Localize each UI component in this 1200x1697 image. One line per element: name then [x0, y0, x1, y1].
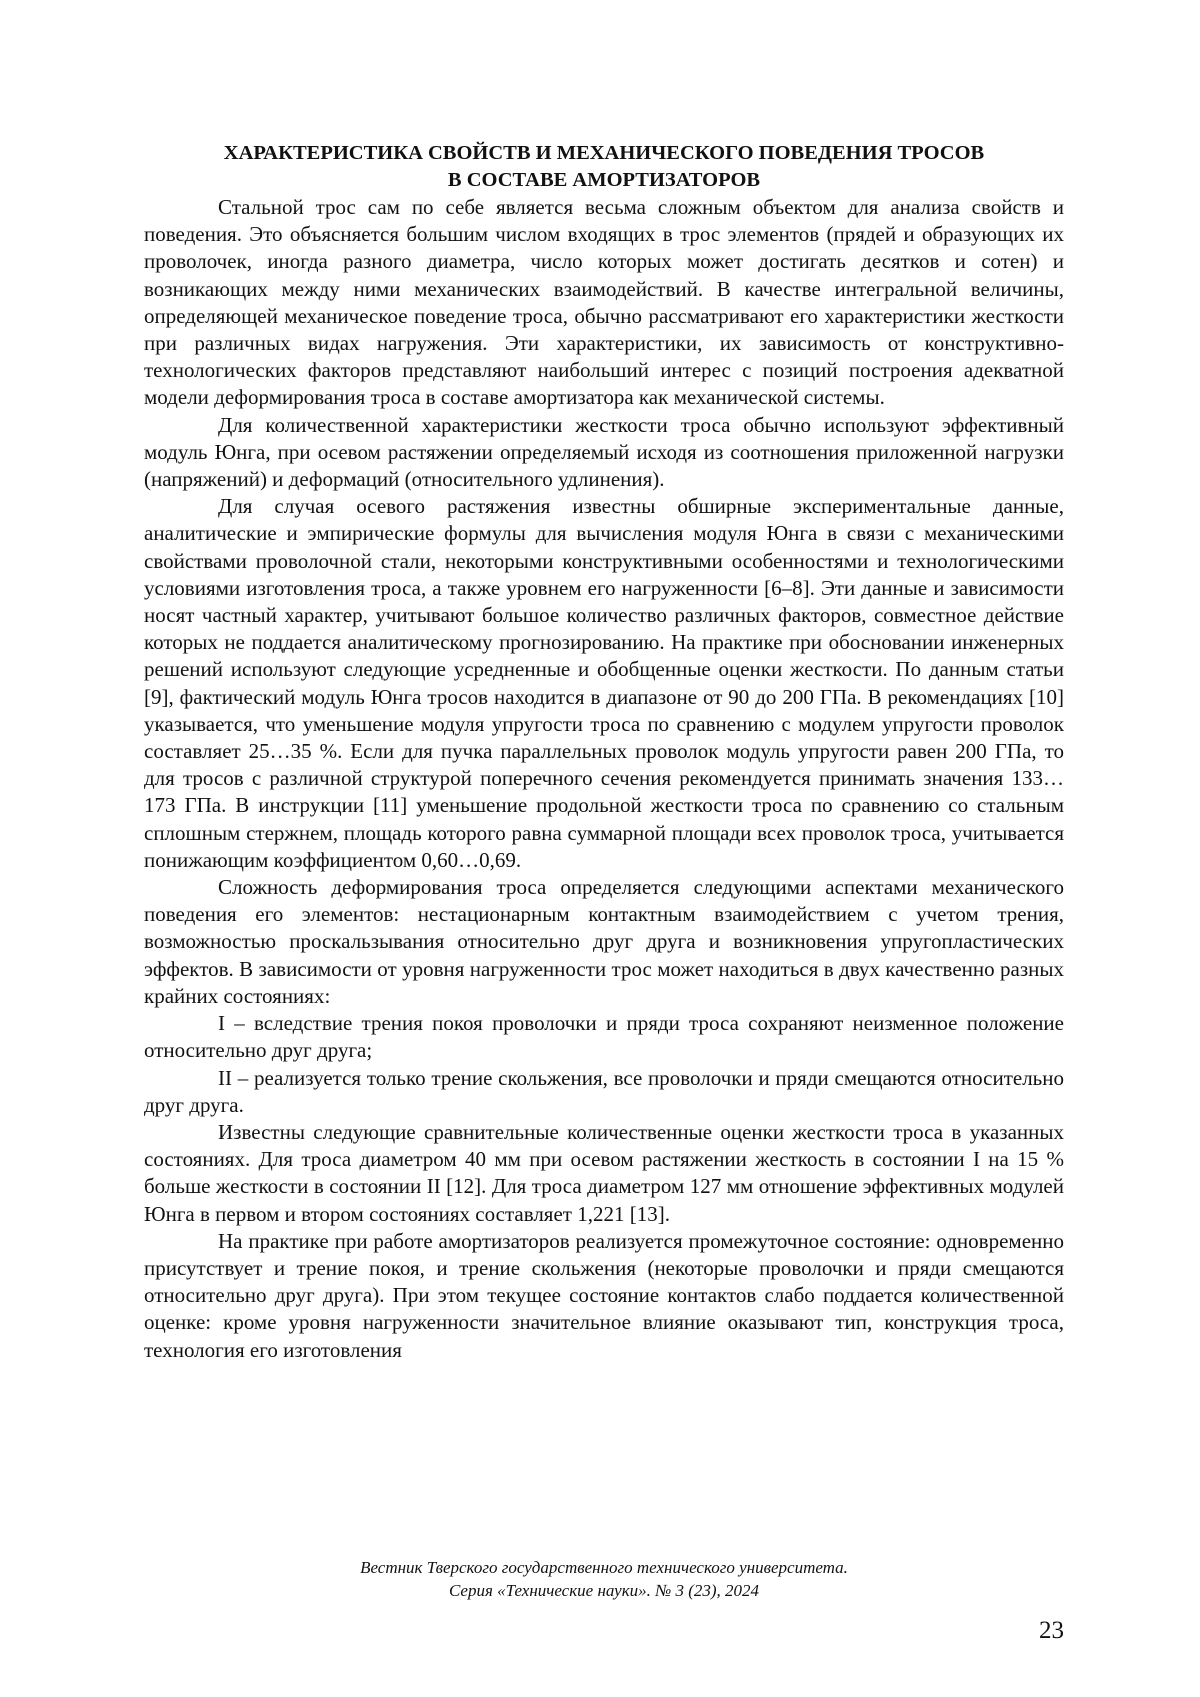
- paragraph-7: Известны следующие сравнительные количественные оценки жесткости троса в указанных состояниях. Для троса диаметром 40 мм при осевом растяжении жесткость в состоянии I на 15 % больше жесткости в состоянии II [12]. Для троса диаметром 127 мм отношение эффективных модулей Юнга в первом и втором состояниях составляет 1,221 [13].: [144, 1119, 1064, 1226]
- paragraph-6: II – реализуется только трение скольжения, все проволочки и пряди смещаются относительно друг друга.: [144, 1065, 1064, 1117]
- paragraph-4: Сложность деформирования троса определяется следующими аспектами механического поведения его элементов: нестационарным контактным взаимодействием с учетом трения, возможностью проскальзывания относительно друг друга и возникновения упругопластических эффектов. В зависимости от уровня нагруженности трос может находиться в двух качественно разных крайних состояниях:: [144, 875, 1064, 1008]
- article-body: [144, 194, 1064, 1364]
- article-title-line-2: В СОСТАВЕ АМОРТИЗАТОРОВ: [447, 169, 761, 191]
- paragraph-1: Стальной трос сам по себе является весьма сложным объектом для анализа свойств и поведения. Это объясняется большим числом входящих в трос элементов (прядей и образующих их проволочек, иногда разного диаметра, число которых может достигать десятков и сотен) и возникающих между ними механических взаимодействий. В качестве интегральной величины, определяющей механическое поведение троса, обычно рассматривают его характеристики жесткости при различных видах нагружения. Эти характеристики, их зависимость от конструктивно-технологических факторов представляют наибольший интерес с позиций построения адекватной модели деформирования троса в составе амортизатора как механической системы.: [144, 195, 1064, 410]
- journal-footer: [144, 1556, 1064, 1602]
- article-title: [144, 140, 1064, 194]
- article-title-line-1: ХАРАКТЕРИСТИКА СВОЙСТВ И МЕХАНИЧЕСКОГО ПОВЕДЕНИЯ ТРОСОВ: [223, 142, 985, 164]
- journal-name: Вестник Тверского государственного технического университета.: [360, 1558, 848, 1577]
- paragraph-3: Для случая осевого растяжения известны обширные экспериментальные данные, аналитические и эмпирические формулы для вычисления модуля Юнга в связи с механическими свойствами проволочной стали, некоторыми конструктивными особенностями и технологическими условиями изготовления троса, а также уровнем его нагруженности [6–8]. Эти данные и зависимости носят частный характер, учитывают большое количество различных факторов, совместное действие которых не поддается аналитическому прогнозированию. На практике при обосновании инженерных решений используют следующие усредненные и обобщенные оценки жесткости. По данным статьи [9], фактический модуль Юнга тросов находится в диапазоне от 90 до 200 ГПа. В рекомендациях [10] указывается, что уменьшение модуля упругости троса по сравнению с модулем упругости проволок составляет 25…35 %. Если для пучка параллельных проволок модуль упругости равен 200 ГПа, то для тросов с различной структурой поперечного сечения рекомендуется принимать значения 133…173 ГПа. В инструкции [11] уменьшение продольной жесткости троса по сравнению со стальным сплошным стержнем, площадь которого равна суммарной площади всех проволок троса, учитывается понижающим коэффициентом 0,60…0,69.: [144, 494, 1064, 872]
- page-content: [144, 140, 1064, 1364]
- paragraph-2: Для количественной характеристики жесткости троса обычно используют эффективный модуль Юнга, при осевом растяжении определяемый исходя из соотношения приложенной нагрузки (напряжений) и деформаций (относительного удлинения).: [144, 412, 1064, 492]
- paragraph-5: I – вследствие трения покоя проволочки и пряди троса сохраняют неизменное положение относительно друг друга;: [144, 1011, 1064, 1063]
- journal-series: Серия «Технические науки». № 3 (23), 2024: [448, 1581, 760, 1600]
- paragraph-8: На практике при работе амортизаторов реализуется промежуточное состояние: одновременно присутствует и трение покоя, и трение скольжения (некоторые проволочки и пряди смещаются относительно друг друга). При этом текущее состояние контактов слабо поддается количественной оценке: кроме уровня нагруженности значительное влияние оказывают тип, конструкция троса, технология его изготовления: [144, 1228, 1064, 1362]
- page-number: 23: [1039, 1617, 1064, 1644]
